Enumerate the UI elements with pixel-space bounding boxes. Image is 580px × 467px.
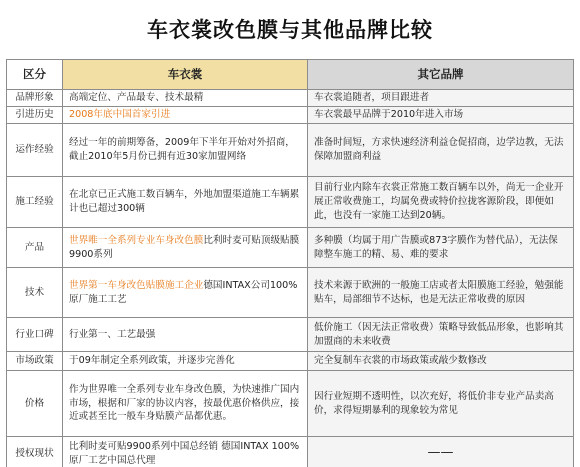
row-category: 品牌形象 (7, 90, 63, 107)
row-category: 产品 (7, 228, 63, 268)
table-row (7, 90, 574, 107)
table-row (7, 124, 574, 177)
header-category: 区分 (7, 60, 63, 90)
brand-cell (63, 228, 308, 268)
brand-cell (63, 90, 308, 107)
brand-highlight-text: 世界唯一全系列专业车身改色膜 (69, 234, 204, 246)
other-cell: 准备时间短，方求快速经济利益仓促招商，边学边教，无法保障加盟商利益 (308, 124, 574, 177)
page-title: 车衣裳改色膜与其他品牌比较 (147, 18, 433, 42)
brand-text: 行业第一、工艺最强 (69, 328, 156, 340)
comparison-table (6, 59, 574, 467)
brand-cell (63, 437, 308, 467)
row-category: 行业口碑 (7, 318, 63, 352)
other-cell: 因行业短期不透明性，以次充好，将低价非专业产品卖高价，求得短期暴利的现象较为常见 (308, 371, 574, 437)
brand-text: 于09年制定全系列政策，并逐步完善化 (69, 355, 235, 367)
other-cell: 目前行业内除车衣裳正常施工数百辆车以外，尚无一企业开展正常收费施工，均属免费或特价拉拢客源阶段，即便如此，也没有一家施工达到20辆。 (308, 177, 574, 228)
brand-text: 比利时麦可贴顶级贴膜9900系列 (69, 234, 300, 260)
row-category: 施工经验 (7, 177, 63, 228)
table-row (7, 177, 574, 228)
empty-dash: —— (427, 445, 454, 461)
other-cell: 车衣裳追随者，项目跟进者 (308, 90, 574, 107)
table-header-row (7, 60, 574, 90)
table-row (7, 268, 574, 318)
row-category: 价格 (7, 371, 63, 437)
brand-text: 经过一年的前期筹备，2009年下半年开始对外招商，截止2010年5月份已拥有近30家加盟网络 (69, 137, 295, 162)
brand-text: 作为世界唯一全系列专业车身改色膜，为快速推广国内市场，根据和厂家的协议内容，按最优惠价格供应，接近或甚至比一般车身贴膜产品都优惠。 (69, 383, 300, 423)
row-category: 运作经验 (7, 124, 63, 177)
brand-text: 比利时麦可贴9900系列中国总经销 德国INTAX 100%原厂工艺中国总代理 (69, 440, 300, 466)
brand-text: 高端定位、产品最专、技术最精 (69, 92, 204, 104)
brand-highlight-text: 2008年底中国首家引进 (69, 109, 171, 121)
table-row (7, 107, 574, 124)
brand-highlight-text: 世界第一车身改色贴膜施工企业 (69, 279, 204, 291)
table-row (7, 437, 574, 467)
row-category: 引进历史 (7, 107, 63, 124)
brand-cell (63, 371, 308, 437)
other-cell: 完全复制车衣裳的市场政策或敲少数修改 (308, 352, 574, 371)
other-cell: 车衣裳最早品牌于2010年进入市场 (308, 107, 574, 124)
brand-cell (63, 268, 308, 318)
table-row (7, 228, 574, 268)
brand-text: 在北京已正式施工数百辆车，外地加盟渠道施工车辆累计也已超过300辆 (69, 189, 300, 214)
table-row (7, 318, 574, 352)
brand-cell (63, 352, 308, 371)
table-row (7, 371, 574, 437)
other-cell: 多种膜（均属于用广告膜或873字膜作为替代品），无法保障整车施工的精、易、难的要求 (308, 228, 574, 268)
brand-cell (63, 177, 308, 228)
other-cell: 技术来源于欧洲的一般施工店或者太阳膜施工经验，勉强能贴车，局部细节不达标，也是无法正常收费的原因 (308, 268, 574, 318)
table-row (7, 352, 574, 371)
header-other-brands: 其它品牌 (308, 60, 574, 90)
other-cell: 低价施工（因无法正常收费）策略导致低品形象，也影响其加盟商的未来收费 (308, 318, 574, 352)
other-cell (308, 437, 574, 467)
header-brand: 车衣裳 (63, 60, 308, 90)
row-category: 技术 (7, 268, 63, 318)
brand-text: 德国INTAX公司100%原厂施工工艺 (69, 279, 298, 305)
brand-cell (63, 107, 308, 124)
brand-cell (63, 124, 308, 177)
brand-cell (63, 318, 308, 352)
row-category: 授权现状 (7, 437, 63, 467)
row-category: 市场政策 (7, 352, 63, 371)
